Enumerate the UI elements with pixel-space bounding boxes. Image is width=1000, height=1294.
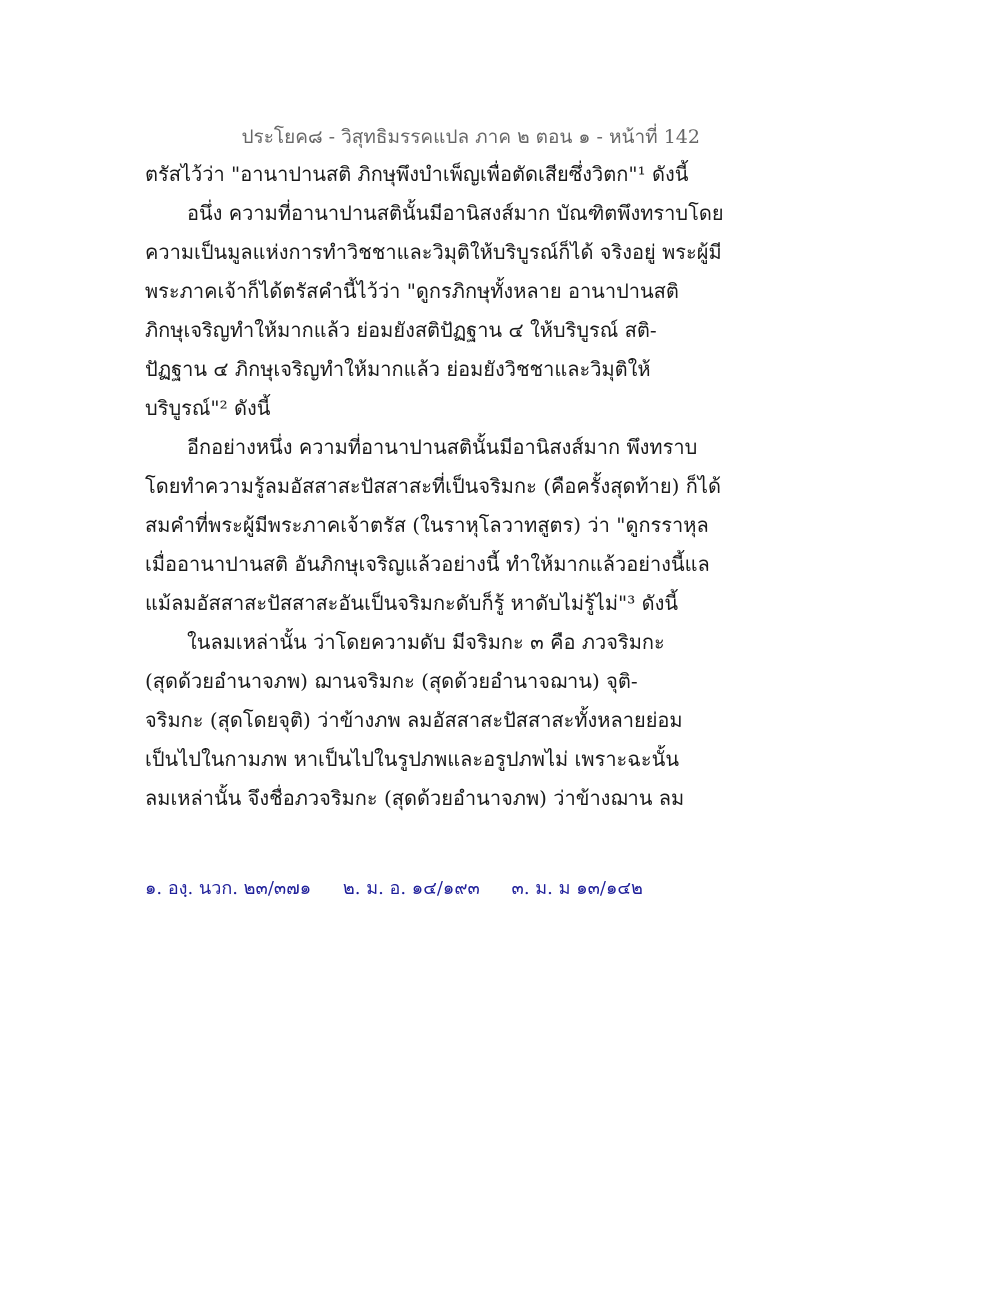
footnote-3: ๓. ม. ม ๑๓/๑๔๒ <box>511 878 643 899</box>
footnotes <box>145 873 643 902</box>
text-line: ภิกษุเจริญทำให้มากแล้ว ย่อมยังสติปัฏฐาน ๔ ให้บริบูรณ์ สติ- <box>145 318 657 342</box>
text-line: ปัฏฐาน ๔ ภิกษุเจริญทำให้มากแล้ว ย่อมยังวิชชาและวิมุติให้ <box>145 357 651 381</box>
body-text <box>145 155 724 818</box>
footnote-1: ๑. องฺ. นวก. ๒๓/๓๗๑ <box>145 878 312 899</box>
text-line: เมื่ออานาปานสติ อันภิกษุเจริญแล้วอย่างนี้ ทำให้มากแล้วอย่างนี้แล <box>145 552 710 576</box>
text-line: อนึ่ง ความที่อานาปานสตินั้นมีอานิสงส์มาก บัณฑิตพึงทราบโดย <box>187 201 724 225</box>
text-line: แม้ลมอัสสาสะปัสสาสะอันเป็นจริมกะดับก็รู้ หาดับไม่รู้ไม่"³ ดังนี้ <box>145 591 679 615</box>
text-line: (สุดด้วยอำนาจภพ) ฌานจริมกะ (สุดด้วยอำนาจฌาน) จุติ- <box>145 669 638 693</box>
text-line: ลมเหล่านั้น จึงชื่อภวจริมกะ (สุดด้วยอำนาจภพ) ว่าข้างฌาน ลม <box>145 786 685 810</box>
text-line: อีกอย่างหนึ่ง ความที่อานาปานสตินั้นมีอานิสงส์มาก พึงทราบ <box>187 435 698 459</box>
footnote-2: ๒. ม. อ. ๑๔/๑๙๓ <box>342 878 480 899</box>
text-line: ความเป็นมูลแห่งการทำวิชชาและวิมุติให้บริบูรณ์ก็ได้ จริงอยู่ พระผู้มี <box>145 240 722 264</box>
text-line: เป็นไปในกามภพ หาเป็นไปในรูปภพและอรูปภพไม่ เพราะฉะนั้น <box>145 747 680 771</box>
text-line: บริบูรณ์"² ดังนี้ <box>145 396 271 420</box>
text-line: จริมกะ (สุดโดยจุติ) ว่าข้างภพ ลมอัสสาสะปัสสาสะทั้งหลายย่อม <box>145 708 683 732</box>
page-header: ประโยค๘ - วิสุทธิมรรคแปล ภาค ๒ ตอน ๑ - หน้าที่ 142 <box>241 126 700 148</box>
text-line: พระภาคเจ้าก็ได้ตรัสคำนี้ไว้ว่า "ดูกรภิกษุทั้งหลาย อานาปานสติ <box>145 279 679 303</box>
text-line: โดยทำความรู้ลมอัสสาสะปัสสาสะที่เป็นจริมกะ (คือครั้งสุดท้าย) ก็ได้ <box>145 474 721 498</box>
text-line: ตรัสไว้ว่า "อานาปานสติ ภิกษุพึงบำเพ็ญเพื่อตัดเสียซึ่งวิตก"¹ ดังนี้ <box>145 162 689 186</box>
text-line: ในลมเหล่านั้น ว่าโดยความดับ มีจริมกะ ๓ คือ ภวจริมกะ <box>187 630 665 654</box>
text-line: สมคำที่พระผู้มีพระภาคเจ้าตรัส (ในราหุโลวาทสูตร) ว่า "ดูกรราหุล <box>145 513 709 537</box>
